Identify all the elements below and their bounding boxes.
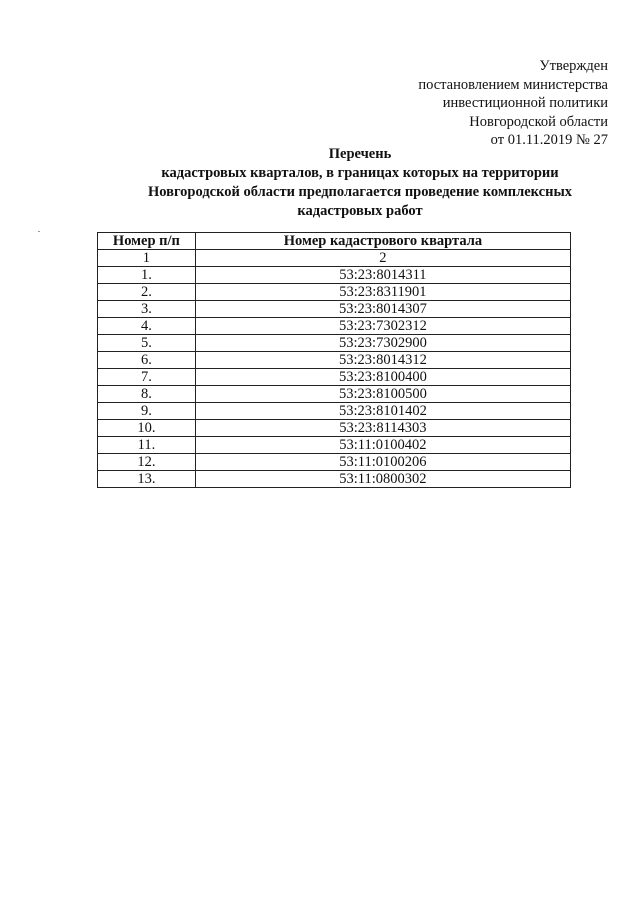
approval-line: инвестиционной политики — [442, 95, 608, 111]
cadastral-quarters-table — [97, 232, 571, 488]
approval-line: Утвержден — [539, 58, 608, 74]
approval-line: постановлением министерства — [418, 76, 608, 93]
row-number-cell: 4. — [98, 318, 196, 335]
cadastral-quarter-cell: 53:23:8311901 — [195, 284, 570, 301]
title-line: Новгородской области предполагается проведение комплексных — [147, 184, 573, 200]
row-number-cell: 9. — [98, 403, 196, 420]
title-heading: Перечень — [328, 146, 392, 162]
document-title — [100, 145, 620, 221]
column-number-cell: 1 — [98, 250, 196, 267]
cadastral-quarter-cell: 53:11:0100402 — [195, 437, 570, 454]
title-line: кадастровых работ — [297, 203, 423, 219]
cadastral-quarter-cell: 53:23:8014312 — [195, 352, 570, 369]
cadastral-quarter-cell: 53:23:8114303 — [195, 420, 570, 437]
cadastral-quarter-cell: 53:23:8100500 — [195, 386, 570, 403]
row-number-cell: 3. — [98, 301, 196, 318]
row-number-cell: 7. — [98, 369, 196, 386]
column-numbers-row — [98, 250, 571, 267]
scan-speck — [38, 231, 40, 232]
table-row — [98, 437, 571, 454]
cadastral-quarter-cell: 53:23:7302312 — [195, 318, 570, 335]
row-number-cell: 11. — [98, 437, 196, 454]
cadastral-quarter-cell: 53:11:0100206 — [195, 454, 570, 471]
row-number-cell: 2. — [98, 284, 196, 301]
table-header-row — [98, 233, 571, 250]
table-row — [98, 301, 571, 318]
header-quarter: Номер кадастрового квартала — [195, 233, 570, 250]
table-row — [98, 454, 571, 471]
cadastral-quarter-cell: 53:23:8101402 — [195, 403, 570, 420]
row-number-cell: 1. — [98, 267, 196, 284]
cadastral-quarter-cell: 53:23:8014307 — [195, 301, 570, 318]
cadastral-quarter-cell: 53:23:7302900 — [195, 335, 570, 352]
table-row — [98, 284, 571, 301]
table-row — [98, 403, 571, 420]
approval-line: Новгородской области — [469, 113, 608, 130]
table-row — [98, 386, 571, 403]
cadastral-quarter-cell: 53:23:8100400 — [195, 369, 570, 386]
row-number-cell: 6. — [98, 352, 196, 369]
table-row — [98, 267, 571, 284]
row-number-cell: 13. — [98, 471, 196, 488]
table-row — [98, 318, 571, 335]
cadastral-quarter-cell: 53:23:8014311 — [195, 267, 570, 284]
table-row — [98, 369, 571, 386]
header-number: Номер п/п — [98, 233, 196, 250]
row-number-cell: 10. — [98, 420, 196, 437]
approval-block — [418, 57, 608, 150]
table-row — [98, 471, 571, 488]
title-line: кадастровых кварталов, в границах которых на территории — [161, 165, 559, 181]
cadastral-quarter-cell: 53:11:0800302 — [195, 471, 570, 488]
row-number-cell: 12. — [98, 454, 196, 471]
approval-date-line: от 01.11.2019 № 27 — [490, 132, 608, 148]
table-row — [98, 420, 571, 437]
row-number-cell: 8. — [98, 386, 196, 403]
table-row — [98, 335, 571, 352]
column-number-cell: 2 — [195, 250, 570, 267]
table-row — [98, 352, 571, 369]
row-number-cell: 5. — [98, 335, 196, 352]
